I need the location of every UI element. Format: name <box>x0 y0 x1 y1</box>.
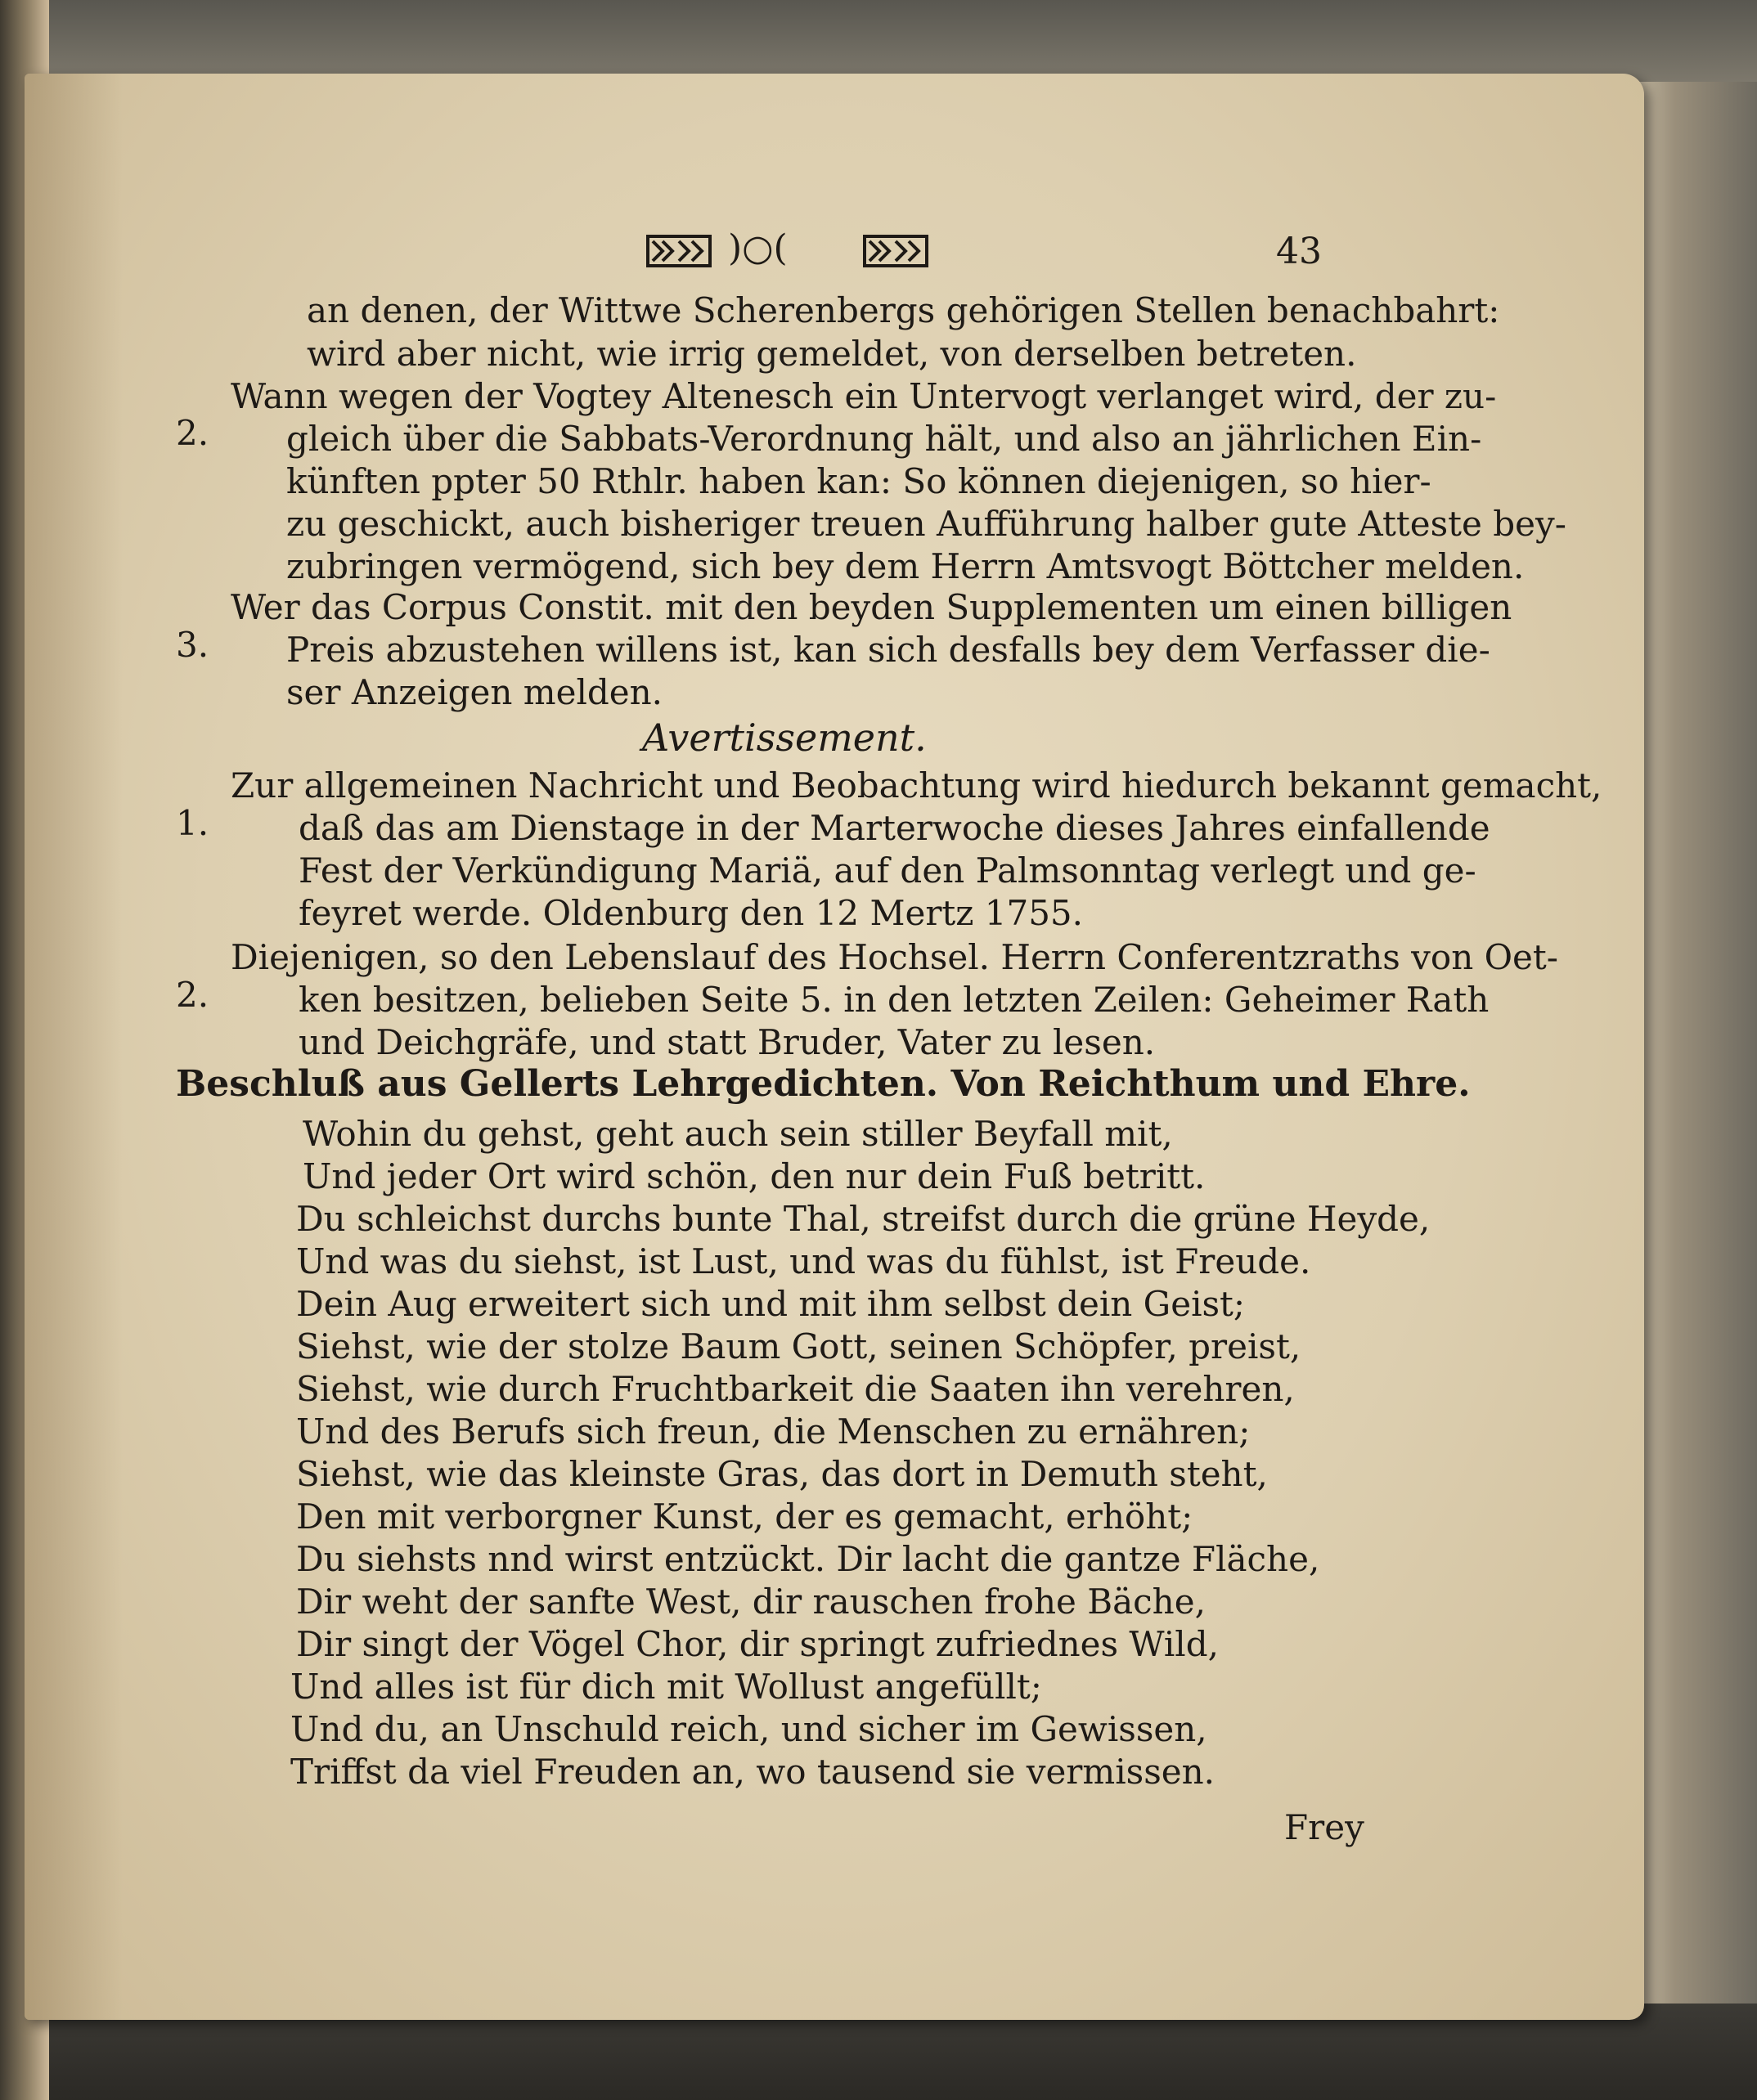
poem-line-7: Siehst, wie durch Fruchtbarkeit die Saaten ihn verehren, <box>296 1369 1295 1409</box>
item-2-line-3: künften ppter 50 Rthlr. haben kan: So können diejenigen, so hier- <box>286 461 1431 501</box>
poem-line-13: Dir singt der Vögel Chor, dir springt zufriednes Wild, <box>296 1624 1219 1664</box>
poem-line-10: Den mit verborgner Kunst, der es gemacht, erhöht; <box>296 1496 1193 1537</box>
page-number: 43 <box>1276 231 1322 272</box>
avert-item-1-line-4: feyret werde. Oldenburg den 12 Mertz 1755. <box>299 893 1083 933</box>
avert-item-2-line-3: und Deichgräfe, und statt Bruder, Vater zu lesen. <box>299 1022 1156 1062</box>
left-ornament-icon <box>646 233 712 269</box>
block1-line-2: wird aber nicht, wie irrig gemeldet, von derselben betreten. <box>307 334 1357 374</box>
avert-item-1-line-3: Fest der Verkündigung Mariä, auf den Palmsonntag verlegt und ge- <box>299 850 1476 891</box>
avert-item-1-line-2: daß das am Dienstage in der Marterwoche dieses Jahres einfallende <box>299 808 1490 848</box>
item-3-number: 3. <box>176 625 209 665</box>
avertissement-heading: Avertissement. <box>642 716 927 760</box>
avert-item-2-line-2: ken besitzen, belieben Seite 5. in den letzten Zeilen: Geheimer Rath <box>299 980 1490 1020</box>
item-3-line-1: Wer das Corpus Constit. mit den beyden Supplementen um einen billigen <box>231 587 1512 627</box>
poem-line-2: Und jeder Ort wird schön, den nur dein Fuß betritt. <box>303 1156 1206 1196</box>
poem-line-6: Siehst, wie der stolze Baum Gott, seinen Schöpfer, preist, <box>296 1326 1301 1366</box>
poem-line-5: Dein Aug erweitert sich und mit ihm selbst dein Geist; <box>296 1284 1246 1324</box>
gutter-shadow <box>25 74 123 2020</box>
poem-line-9: Siehst, wie das kleinste Gras, das dort in Demuth steht, <box>296 1454 1268 1494</box>
poem-line-1: Wohin du gehst, geht auch sein stiller Beyfall mit, <box>303 1114 1173 1154</box>
item-2-line-1: Wann wegen der Vogtey Altenesch ein Untervogt verlanget wird, der zu- <box>231 376 1497 416</box>
poem-line-3: Du schleichst durchs bunte Thal, streifst durch die grüne Heyde, <box>296 1199 1431 1239</box>
avert-item-1-number: 1. <box>176 803 209 843</box>
item-3-line-2: Preis abzustehen willens ist, kan sich desfalls bey dem Verfasser die- <box>286 630 1490 670</box>
poem-line-8: Und des Berufs sich freun, die Menschen zu ernähren; <box>296 1411 1251 1452</box>
avert-item-2-number: 2. <box>176 975 209 1015</box>
avert-item-2-line-1: Diejenigen, so den Lebenslauf des Hochsel. Herrn Conferentzraths von Oet- <box>231 937 1558 977</box>
poem-line-4: Und was du siehst, ist Lust, und was du fühlst, ist Freude. <box>296 1241 1311 1281</box>
scan-top-border <box>49 0 1757 82</box>
header-center-ornament: )○( <box>728 227 788 269</box>
poem-heading: Beschluß aus Gellerts Lehrgedichten. Von Reichthum und Ehre. <box>176 1063 1471 1105</box>
block1-line-1: an denen, der Wittwe Scherenbergs gehörigen Stellen benachbahrt: <box>307 290 1500 330</box>
poem-line-16: Triffst da viel Freuden an, wo tausend sie vermissen. <box>290 1752 1216 1792</box>
poem-line-14: Und alles ist für dich mit Wollust angefüllt; <box>290 1667 1042 1707</box>
poem-line-11: Du siehsts nnd wirst entzückt. Dir lacht die gantze Fläche, <box>296 1539 1320 1579</box>
item-3-line-3: ser Anzeigen melden. <box>286 672 663 712</box>
right-ornament-icon <box>863 233 928 269</box>
item-2-line-5: zubringen vermögend, sich bey dem Herrn Amtsvogt Böttcher melden. <box>286 546 1525 586</box>
item-2-line-4: zu geschickt, auch bisheriger treuen Aufführung halber gute Atteste bey- <box>286 504 1566 544</box>
poem-line-15: Und du, an Unschuld reich, und sicher im Gewissen, <box>290 1709 1207 1749</box>
poem-line-12: Dir weht der sanfte West, dir rauschen frohe Bäche, <box>296 1582 1206 1622</box>
catchword: Frey <box>1284 1807 1364 1847</box>
item-2-line-2: gleich über die Sabbats-Verordnung hält, und also an jährlichen Ein- <box>286 419 1482 459</box>
item-2-number: 2. <box>176 413 209 453</box>
avert-item-1-line-1: Zur allgemeinen Nachricht und Beobachtung wird hiedurch bekannt gemacht, <box>231 765 1602 805</box>
